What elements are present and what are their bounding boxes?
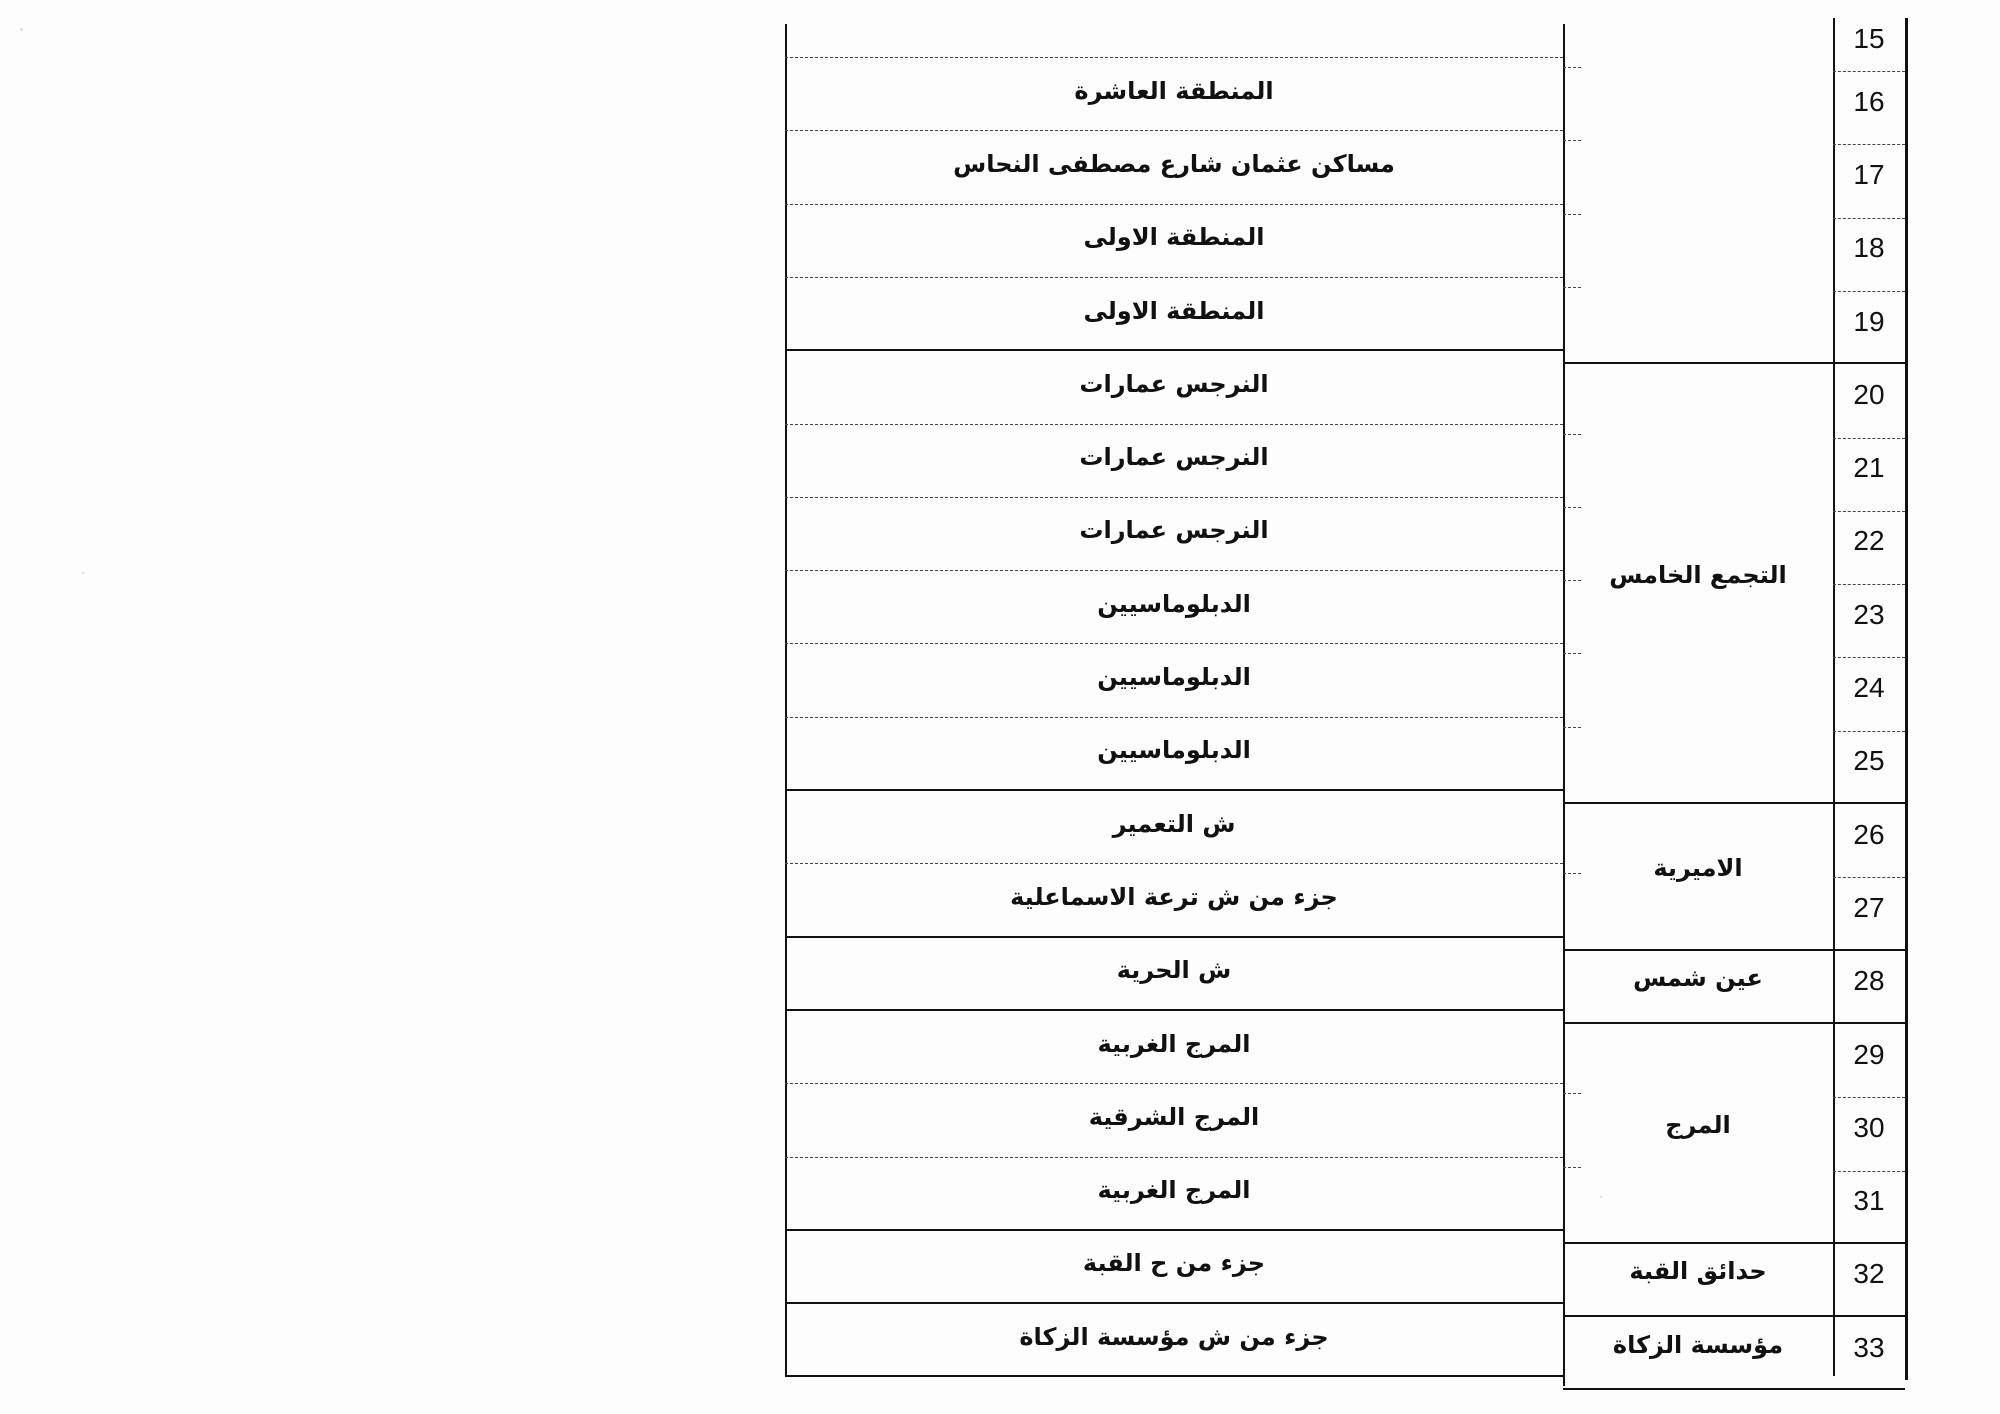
district-cell: التجمع الخامس (1609, 561, 1787, 590)
row-number: 18 (1853, 232, 1885, 264)
row-separator-dashed (1833, 731, 1905, 732)
row-separator-dashed (1833, 218, 1905, 219)
street-cell: ش الحرية (1116, 956, 1232, 985)
row-separator-dashed (1563, 67, 1581, 68)
street-cell: النرجس عمارات (1079, 369, 1269, 398)
row-separator-solid (785, 1009, 1565, 1011)
street-cell: الدبلوماسيين (1097, 663, 1251, 692)
street-cell: المنطقة العاشرة (1074, 76, 1274, 105)
row-separator-dashed (1833, 877, 1905, 878)
row-separator-dashed (1563, 727, 1581, 728)
row-separator-dashed (785, 130, 1563, 131)
row-separator-solid (1563, 1022, 1905, 1024)
row-number: 21 (1853, 452, 1885, 484)
district-column-border (1563, 24, 1565, 1386)
street-cell: ش التعمير (1112, 809, 1236, 838)
row-separator-dashed (785, 1157, 1563, 1158)
row-number: 28 (1853, 965, 1885, 997)
row-number: 23 (1853, 598, 1885, 630)
row-number: 20 (1853, 378, 1885, 410)
row-separator-dashed (785, 204, 1563, 205)
row-separator-solid (1563, 949, 1905, 951)
row-separator-dashed (1563, 1167, 1581, 1168)
row-separator-dashed (1563, 653, 1581, 654)
street-cell: النرجس عمارات (1079, 516, 1269, 545)
row-separator-solid (1563, 362, 1905, 364)
row-separator-dashed (785, 717, 1563, 718)
row-number: 33 (1853, 1331, 1885, 1363)
row-separator-solid (1563, 802, 1905, 804)
street-cell: المرج الغربية (1097, 1176, 1251, 1205)
row-separator-dashed (1833, 584, 1905, 585)
street-cell: جزء من ش ترعة الاسماعلية (1010, 882, 1338, 911)
row-number: 32 (1853, 1258, 1885, 1290)
row-separator-solid (785, 1375, 1565, 1377)
row-separator-dashed (1833, 657, 1905, 658)
row-number: 22 (1853, 525, 1885, 557)
row-number: 15 (1853, 22, 1885, 54)
district-cell: عين شمس (1633, 964, 1763, 993)
row-separator-dashed (785, 424, 1563, 425)
row-separator-dashed (785, 277, 1563, 278)
scan-speck (1600, 1196, 1602, 1198)
row-number: 29 (1853, 1038, 1885, 1070)
row-number: 16 (1853, 85, 1885, 117)
row-separator-dashed (1833, 71, 1905, 72)
street-cell: الدبلوماسيين (1097, 589, 1251, 618)
row-separator-solid (1563, 1242, 1905, 1244)
row-separator-dashed (785, 1083, 1563, 1084)
street-cell: المنطقة الاولى (1083, 296, 1265, 325)
street-cell: المنطقة الاولى (1083, 223, 1265, 252)
row-separator-solid (1563, 1315, 1905, 1317)
street-cell: جزء من ح القبة (1082, 1249, 1266, 1278)
district-cell: الاميرية (1653, 854, 1743, 883)
row-separator-dashed (1833, 511, 1905, 512)
row-separator-dashed (785, 57, 1563, 58)
street-cell: مساكن عثمان شارع مصطفى النحاس (953, 149, 1395, 178)
row-number: 31 (1853, 1185, 1885, 1217)
row-separator-dashed (785, 643, 1563, 644)
row-separator-solid (1563, 1388, 1905, 1390)
row-number: 17 (1853, 158, 1885, 190)
row-separator-solid (785, 1302, 1565, 1304)
row-separator-dashed (1833, 438, 1905, 439)
row-separator-dashed (1833, 1171, 1905, 1172)
row-number: 19 (1853, 305, 1885, 337)
row-separator-dashed (1563, 140, 1581, 141)
row-separator-dashed (785, 570, 1563, 571)
table-right-border (1905, 18, 1908, 1380)
row-separator-dashed (1833, 144, 1905, 145)
district-cell: المرج (1665, 1110, 1731, 1139)
row-separator-solid (785, 789, 1565, 791)
district-cell: حدائق القبة (1629, 1257, 1767, 1286)
row-separator-solid (785, 1229, 1565, 1231)
row-separator-dashed (1833, 291, 1905, 292)
street-cell: النرجس عمارات (1079, 443, 1269, 472)
row-number: 25 (1853, 745, 1885, 777)
row-number: 24 (1853, 672, 1885, 704)
row-number: 30 (1853, 1111, 1885, 1143)
row-separator-dashed (1563, 214, 1581, 215)
street-cell: الدبلوماسيين (1097, 736, 1251, 765)
district-cell: مؤسسة الزكاة (1612, 1330, 1784, 1359)
row-separator-solid (785, 936, 1565, 938)
row-separator-dashed (785, 863, 1563, 864)
street-cell: جزء من ش مؤسسة الزكاة (1019, 1322, 1329, 1351)
row-separator-dashed (1563, 287, 1581, 288)
street-cell: المرج الشرقية (1088, 1102, 1260, 1131)
row-separator-dashed (1563, 507, 1581, 508)
row-number: 27 (1853, 891, 1885, 923)
row-number: 26 (1853, 818, 1885, 850)
row-separator-dashed (1833, 1097, 1905, 1098)
row-separator-dashed (1563, 434, 1581, 435)
row-separator-dashed (1563, 1093, 1581, 1094)
row-separator-solid (785, 349, 1565, 351)
street-cell: المرج الغربية (1097, 1029, 1251, 1058)
scan-speck (20, 28, 23, 31)
row-separator-dashed (785, 497, 1563, 498)
scan-speck (82, 572, 84, 574)
